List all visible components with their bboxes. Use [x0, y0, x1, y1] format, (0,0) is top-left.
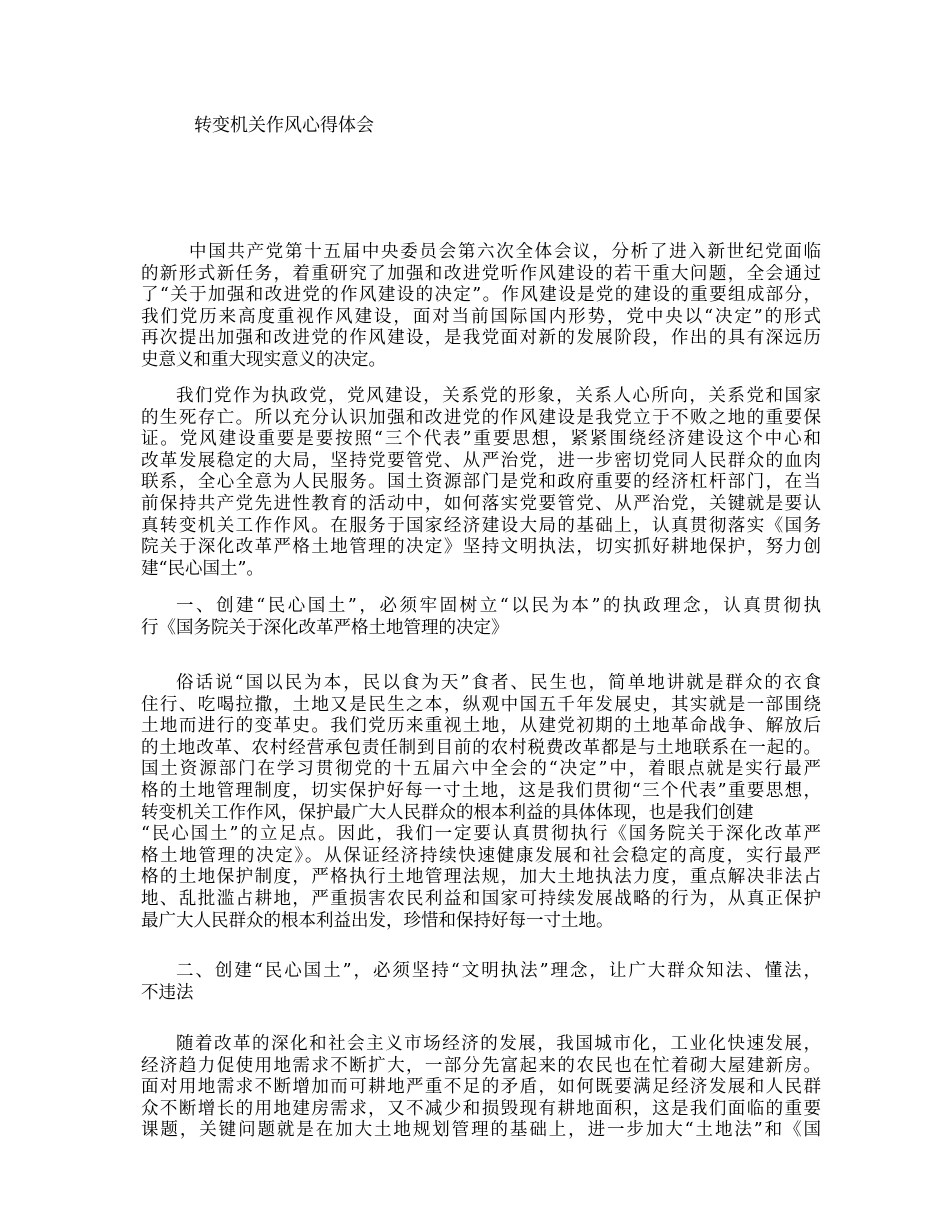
- section-heading-2: [141, 961, 821, 1004]
- document-title: 转变机关作风心得体会: [194, 115, 374, 136]
- paragraph-line: 俗话说“国以民为本，民以食为天”食者、民生也，简单地讲就是群众的衣食: [176, 673, 821, 693]
- paragraph-line: 格的土地保护制度，严格执行土地管理法规，加大土地执法力度，重点解决非法占: [141, 867, 821, 888]
- paragraph-line: 建“民心国土”。: [141, 558, 264, 579]
- paragraph-line: 住行、吃喝拉撒，土地又是民生之本，纵观中国五千年发展史，其实就是一部围绕: [141, 694, 821, 715]
- paragraph-line: 行《国务院关于深化改革严格土地管理的决定》: [141, 617, 509, 638]
- paragraph-line: 证。党风建设重要是要按照“三个代表”重要思想，紧紧围绕经济建设这个中心和: [141, 429, 821, 450]
- paragraph-line: 前保持共产党先进性教育的活动中，如何落实党要管党、从严治党，关键就是要认: [141, 493, 821, 514]
- paragraph-line: 转变机关工作作风，保护最广大人民群众的根本利益的具体体现，也是我们创建: [141, 802, 754, 823]
- paragraph-1: [141, 242, 821, 372]
- paragraph-line: 二、创建“民心国土”，必须坚持“文明执法”理念，让广大群众知法、懂法，: [176, 961, 821, 981]
- paragraph-line: 面对用地需求不断增加而可耕地严重不足的矛盾，如何既要满足经济发展和人民群: [141, 1077, 821, 1098]
- paragraph-line: 土地而进行的变革史。我们党历来重视土地，从建党初期的土地革命战争、解放后: [141, 716, 821, 737]
- paragraph-line: 的生死存亡。所以充分认识加强和改进党的作风建设是我党立于不败之地的重要保: [141, 407, 821, 428]
- paragraph-line: 我们党作为执政党，党风建设，关系党的形象，关系人心所向，关系党和国家: [176, 386, 821, 406]
- paragraph-line: 众不断增长的用地建房需求，又不减少和损毁现有耕地面积，这是我们面临的重要: [141, 1098, 821, 1119]
- paragraph-line: 课题，关键问题就是在加大土地规划管理的基础上，进一步加大“土地法”和《国: [141, 1120, 821, 1141]
- paragraph-line: 再次提出加强和改进党的作风建设，是我党面对新的发展阶段，作出的具有深远历: [141, 328, 821, 349]
- paragraph-line: 的新形式新任务，着重研究了加强和改进党听作风建设的若干重大问题，全会通过: [141, 263, 821, 284]
- paragraph-line: 国土资源部门在学习贯彻党的十五届六中全会的“决定”中，着眼点就是实行最严: [141, 759, 821, 780]
- paragraph-line: 院关于深化改革严格土地管理的决定》坚持文明执法，切实抓好耕地保护，努力创: [141, 537, 821, 558]
- paragraph-3: [141, 673, 821, 932]
- section-heading-1: [141, 596, 821, 639]
- paragraph-line: 一、创建“民心国土”，必须牢固树立“以民为本”的执政理念，认真贯彻执: [176, 596, 821, 616]
- paragraph-line: 我们党历来高度重视作风建设，面对当前国际国内形势，党中央以“决定”的形式: [141, 306, 821, 327]
- paragraph-line: 的土地改革、农村经营承包责任制到目前的农村税费改革都是与土地联系在一起的。: [141, 737, 821, 758]
- paragraph-line: 随着改革的深化和社会主义市场经济的发展，我国城市化，工业化快速发展，: [176, 1034, 821, 1054]
- paragraph-line: 格土地管理的决定》。从保证经济持续快速健康发展和社会稳定的高度，实行最严: [141, 845, 821, 866]
- paragraph-2: [141, 386, 821, 580]
- paragraph-4: [141, 1034, 821, 1142]
- paragraph-line: 格的土地管理制度，切实保护好每一寸土地，这是我们贯彻“三个代表”重要思想，: [141, 780, 821, 801]
- paragraph-line: 联系，全心全意为人民服务。国土资源部门是党和政府重要的经济杠杆部门，在当: [141, 472, 821, 493]
- paragraph-line: 改革发展稳定的大局，坚持党要管党、从严治党，进一步密切党同人民群众的血肉: [141, 450, 821, 471]
- paragraph-line: 史意义和重大现实意义的决定。: [141, 349, 386, 370]
- paragraph-line: “民心国土”的立足点。因此，我们一定要认真贯彻执行《国务院关于深化改革严: [141, 824, 821, 845]
- paragraph-line: 不违法: [141, 982, 194, 1003]
- paragraph-line: 经济趋力促使用地需求不断扩大，一部分先富起来的农民也在忙着砌大屋建新房。: [141, 1055, 821, 1076]
- paragraph-line: 了“关于加强和改进党的作风建设的决定”。作风建设是党的建设的重要组成部分，: [141, 285, 821, 306]
- paragraph-line: 最广大人民群众的根本利益出发，珍惜和保持好每一寸土地。: [141, 910, 614, 931]
- paragraph-line: 中国共产党第十五届中央委员会第六次全体会议，分析了进入新世纪党面临: [189, 242, 821, 262]
- paragraph-line: 真转变机关工作作风。在服务于国家经济建设大局的基础上，认真贯彻落实《国务: [141, 515, 821, 536]
- paragraph-line: 地、乱批滥占耕地，严重损害农民利益和国家可持续发展战略的行为，从真正保护: [141, 888, 821, 909]
